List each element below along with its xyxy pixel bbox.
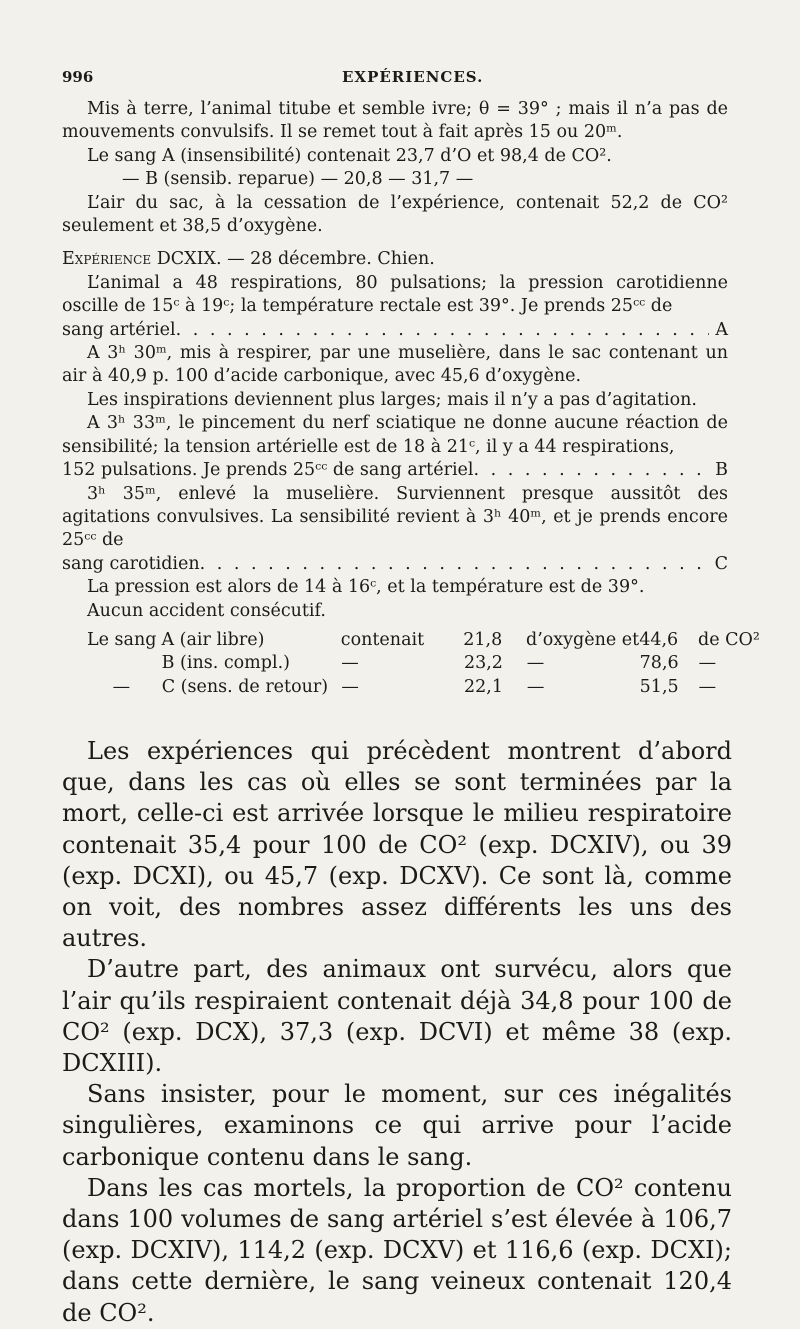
table-cell: 44,6 [639,629,679,650]
paragraph: La pression est alors de 14 à 16ᶜ, et la température est de 39°. [87,577,645,598]
leader-dots [474,459,710,482]
table-row [87,629,760,652]
experiment-heading [62,248,728,271]
table-cell: Le sang [87,629,157,650]
paragraph: A 3ʰ 30ᵐ, mis à respirer, par une muselière, dans le sac contenant un air à 40,9 p. 100 d’acide carbonique, avec 45,6 d’oxygène. [62,343,728,387]
paragraph: L’animal a 48 respirations, 80 pulsations; la pression carotidienne oscille de 15ᶜ à 19ᶜ; la température rectale est 39°. Je prends 25ᶜᶜ de [62,272,728,317]
paragraph: A 3ʰ 33ᵐ, le pincement du nerf sciatique ne donne aucune réaction de sensibilité; la tension artérielle est de 18 à 21ᶜ, il y a 44 respirations, [62,413,728,457]
running-header [62,68,760,92]
page-number: 996 [62,68,94,86]
table-cell: — [698,676,717,697]
paragraph: Les inspirations deviennent plus larges; mais il n’y a pas d’agitation. [87,389,697,410]
running-title: EXPÉRIENCES. [342,68,484,86]
paragraph: Sans insister, pour le moment, sur ces inégalités singulières, examinons ce qui arrive pour l’acide carbonique contenu dans le sang. [62,1080,732,1171]
paragraph: Aucun accident consécutif. [87,600,326,621]
table-cell: — [698,653,717,674]
experiment-label: Expérience DCXIX. [62,249,222,270]
table-row [87,676,728,699]
table-cell: — [526,676,545,697]
table-cell: — [526,653,545,674]
paragraph: Les expériences qui précèdent montrent d’abord que, dans les cas où elles se sont terminées par la mort, celle-ci est arrivée lorsque le milieu respiratoire contenait 35,4 pour 100 de CO² (exp. DCXIV), ou 39 (exp. DCXI), ou 45,7 (exp. DCXV). Ce sont là, comme on voit, des nombres assez différents les uns des autres. [62,737,732,953]
line-text: sang artériel [62,319,176,340]
table-cell: — [341,676,359,697]
large-print-section [62,736,732,1329]
experiment-date: — 28 décembre. Chien. [221,249,435,270]
paragraph: Mis à terre, l’animal titube et semble ivre; θ = 39° ; mais il n’a pas de mouvements convulsifs. Il se remet tout à fait après 15 ou 20ᵐ. [62,99,728,143]
table-cell: B (ins. compl.) [161,653,290,674]
table-cell: 22,1 [464,676,503,697]
dotted-line [62,553,728,576]
sample-mark: B [715,460,728,481]
sample-mark: A [715,319,728,340]
line-text: sang carotidien [62,553,200,574]
table-cell: 21,8 [463,629,503,650]
blood-table [87,629,760,699]
paragraph: 3ʰ 35ᵐ, enlevé la muselière. Surviennent presque aussitôt des agitations convulsives. La sensibilité revient à 3ʰ 40ᵐ, et je prends encore 25ᶜᶜ de [62,483,728,551]
table-cell: de CO² [698,629,760,650]
line-text: 152 pulsations. Je prends 25ᶜᶜ de sang artériel [62,460,474,481]
table-cell: d’oxygène et [526,629,640,650]
table-cell: contenait [340,629,425,650]
paragraph: L’air du sac, à la cessation de l’expérience, contenait 52,2 de CO² seulement et 38,5 d’oxygène. [62,192,728,237]
dotted-line [62,319,728,342]
dotted-line [62,459,728,482]
table-row: — B (sensib. reparue) — 20,8 — 31,7 — [122,169,474,190]
table-cell: — [112,676,131,697]
paragraph: Dans les cas mortels, la proportion de CO² contenu dans 100 volumes de sang artériel s’est élevée à 106,7 (exp. DCXIV), 114,2 (exp. DCXV) et 116,6 (exp. DCXI); dans cette dernière, le sang veineux contenait 120,4 de CO². [62,1173,732,1327]
table-cell: 23,2 [463,653,503,674]
table-cell: C (sens. de retour) [161,676,329,697]
table-row [87,652,728,675]
table-cell: A (air libre) [161,629,265,650]
table-cell: — [341,653,359,674]
leader-dots [200,553,709,576]
sample-mark: C [714,553,728,574]
table-row: Le sang A (insensibilité) contenait 23,7 d’O et 98,4 de CO². [87,145,612,166]
table-cell: 78,6 [639,653,679,674]
small-print-section [62,98,760,699]
table-cell: 51,5 [639,676,679,697]
paragraph: D’autre part, des animaux ont survécu, alors que l’air qu’ils respiraient contenait déjà 34,8 pour 100 de CO² (exp. DCX), 37,3 (exp. DCVI) et même 38 (exp. DCXIII). [62,955,732,1078]
leader-dots [176,319,710,342]
